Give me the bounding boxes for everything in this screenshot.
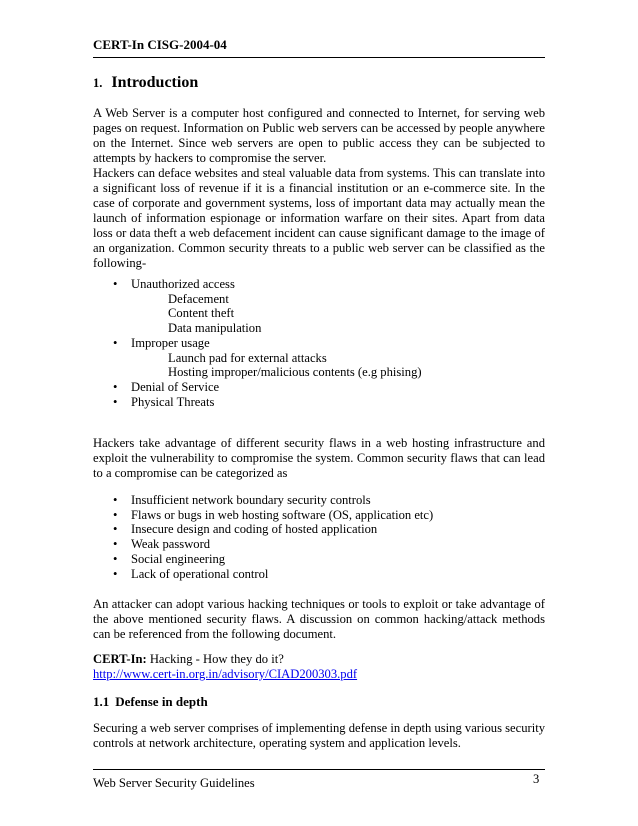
list-item [93,493,545,508]
list-item [93,336,545,380]
reference-source: CERT-In: [93,652,147,666]
bullet-icon: • [113,537,118,552]
sub-list-item: Defacement [168,291,229,306]
list-item [93,395,545,410]
list-item-label: Flaws or bugs in web hosting software (OS, application etc) [131,507,434,522]
reference-title: Hacking - How they do it? [146,652,284,666]
section-heading-introduction [93,74,198,92]
intro-section [93,106,545,271]
list-item [93,522,545,537]
subsection-title: Defense in depth [115,694,208,709]
list-item [93,567,545,582]
bullet-icon: • [113,551,118,566]
bullet-icon: • [113,522,118,537]
page-header [93,35,545,58]
section-number: 1. [93,76,103,90]
list-item-label: Insecure design and coding of hosted application [131,522,378,537]
defense-paragraph: Securing a web server comprises of implementing defense in depth using various security controls at network architecture, operating system and application levels. [93,721,545,750]
reference-block [93,652,545,682]
list-item-label: Physical Threats [131,394,215,409]
section-title: Introduction [111,74,199,91]
intro-paragraph-2: Hackers can deface websites and steal valuable data from systems. This can translate into a significant loss of revenue if it is a financial institution or an e-commerce site. In the case of corporate and government systems, loss of important data may actually mean the launch of information espionage or information warfare on their sites. Apart from data loss or data theft a web defacement incident can cause significant damage to the image of an organization. Common security threats to a public web server can be classified as the following- [93,166,545,270]
attacker-paragraph: An attacker can adopt various hacking techniques or tools to exploit or take advantage of the above mentioned security flaws. A discussion on common hacking/attack methods can be referenced from the following document. [93,597,545,641]
flaws-list [93,493,545,581]
sub-list-item: Launch pad for external attacks [168,350,327,365]
bullet-icon: • [113,335,118,350]
threats-list [93,277,545,409]
bullet-icon: • [113,394,118,409]
document-id: CERT-In CISG-2004-04 [93,37,227,52]
list-item-label: Lack of operational control [131,566,269,581]
intro-paragraph-1: A Web Server is a computer host configured and connected to Internet, for serving web pages on request. Information on Public web servers can be accessed by people anywhere on the Internet. Since web servers are open to public access they can be subjected to attempts by hackers to compromise the server. [93,106,545,165]
bullet-icon: • [113,379,118,394]
sub-list-item: Content theft [168,306,235,321]
list-item-label: Improper usage [131,335,210,350]
list-item [93,277,545,336]
sub-list-item: Hosting improper/malicious contents (e.g phising) [168,365,422,380]
page-number: 3 [533,772,540,786]
list-item-label: Denial of Service [131,379,220,394]
subsection-heading-defense [93,694,208,710]
list-item-label: Unauthorized access [131,277,235,291]
list-item-label: Insufficient network boundary security controls [131,493,371,507]
flaws-intro-paragraph: Hackers take advantage of different security flaws in a web hosting infrastructure and exploit the vulnerability to compromise the system. Common security flaws that can lead to a compromise can be categorized as [93,436,545,480]
reference-line [93,652,545,667]
bullet-icon: • [113,277,118,291]
reference-link[interactable]: http://www.cert-in.org.in/advisory/CIAD200303.pdf [93,667,358,681]
bullet-icon: • [113,507,118,522]
bullet-icon: • [113,493,118,507]
list-item-label: Social engineering [131,551,226,566]
list-item-label: Weak password [131,537,211,552]
list-item [93,537,545,552]
sub-list-item: Data manipulation [168,321,262,336]
footer-divider [93,769,545,770]
subsection-number: 1.1 [93,694,110,709]
list-item [93,380,545,395]
bullet-icon: • [113,566,118,581]
list-item [93,552,545,567]
footer-title: Web Server Security Guidelines [93,776,255,790]
list-item [93,508,545,523]
